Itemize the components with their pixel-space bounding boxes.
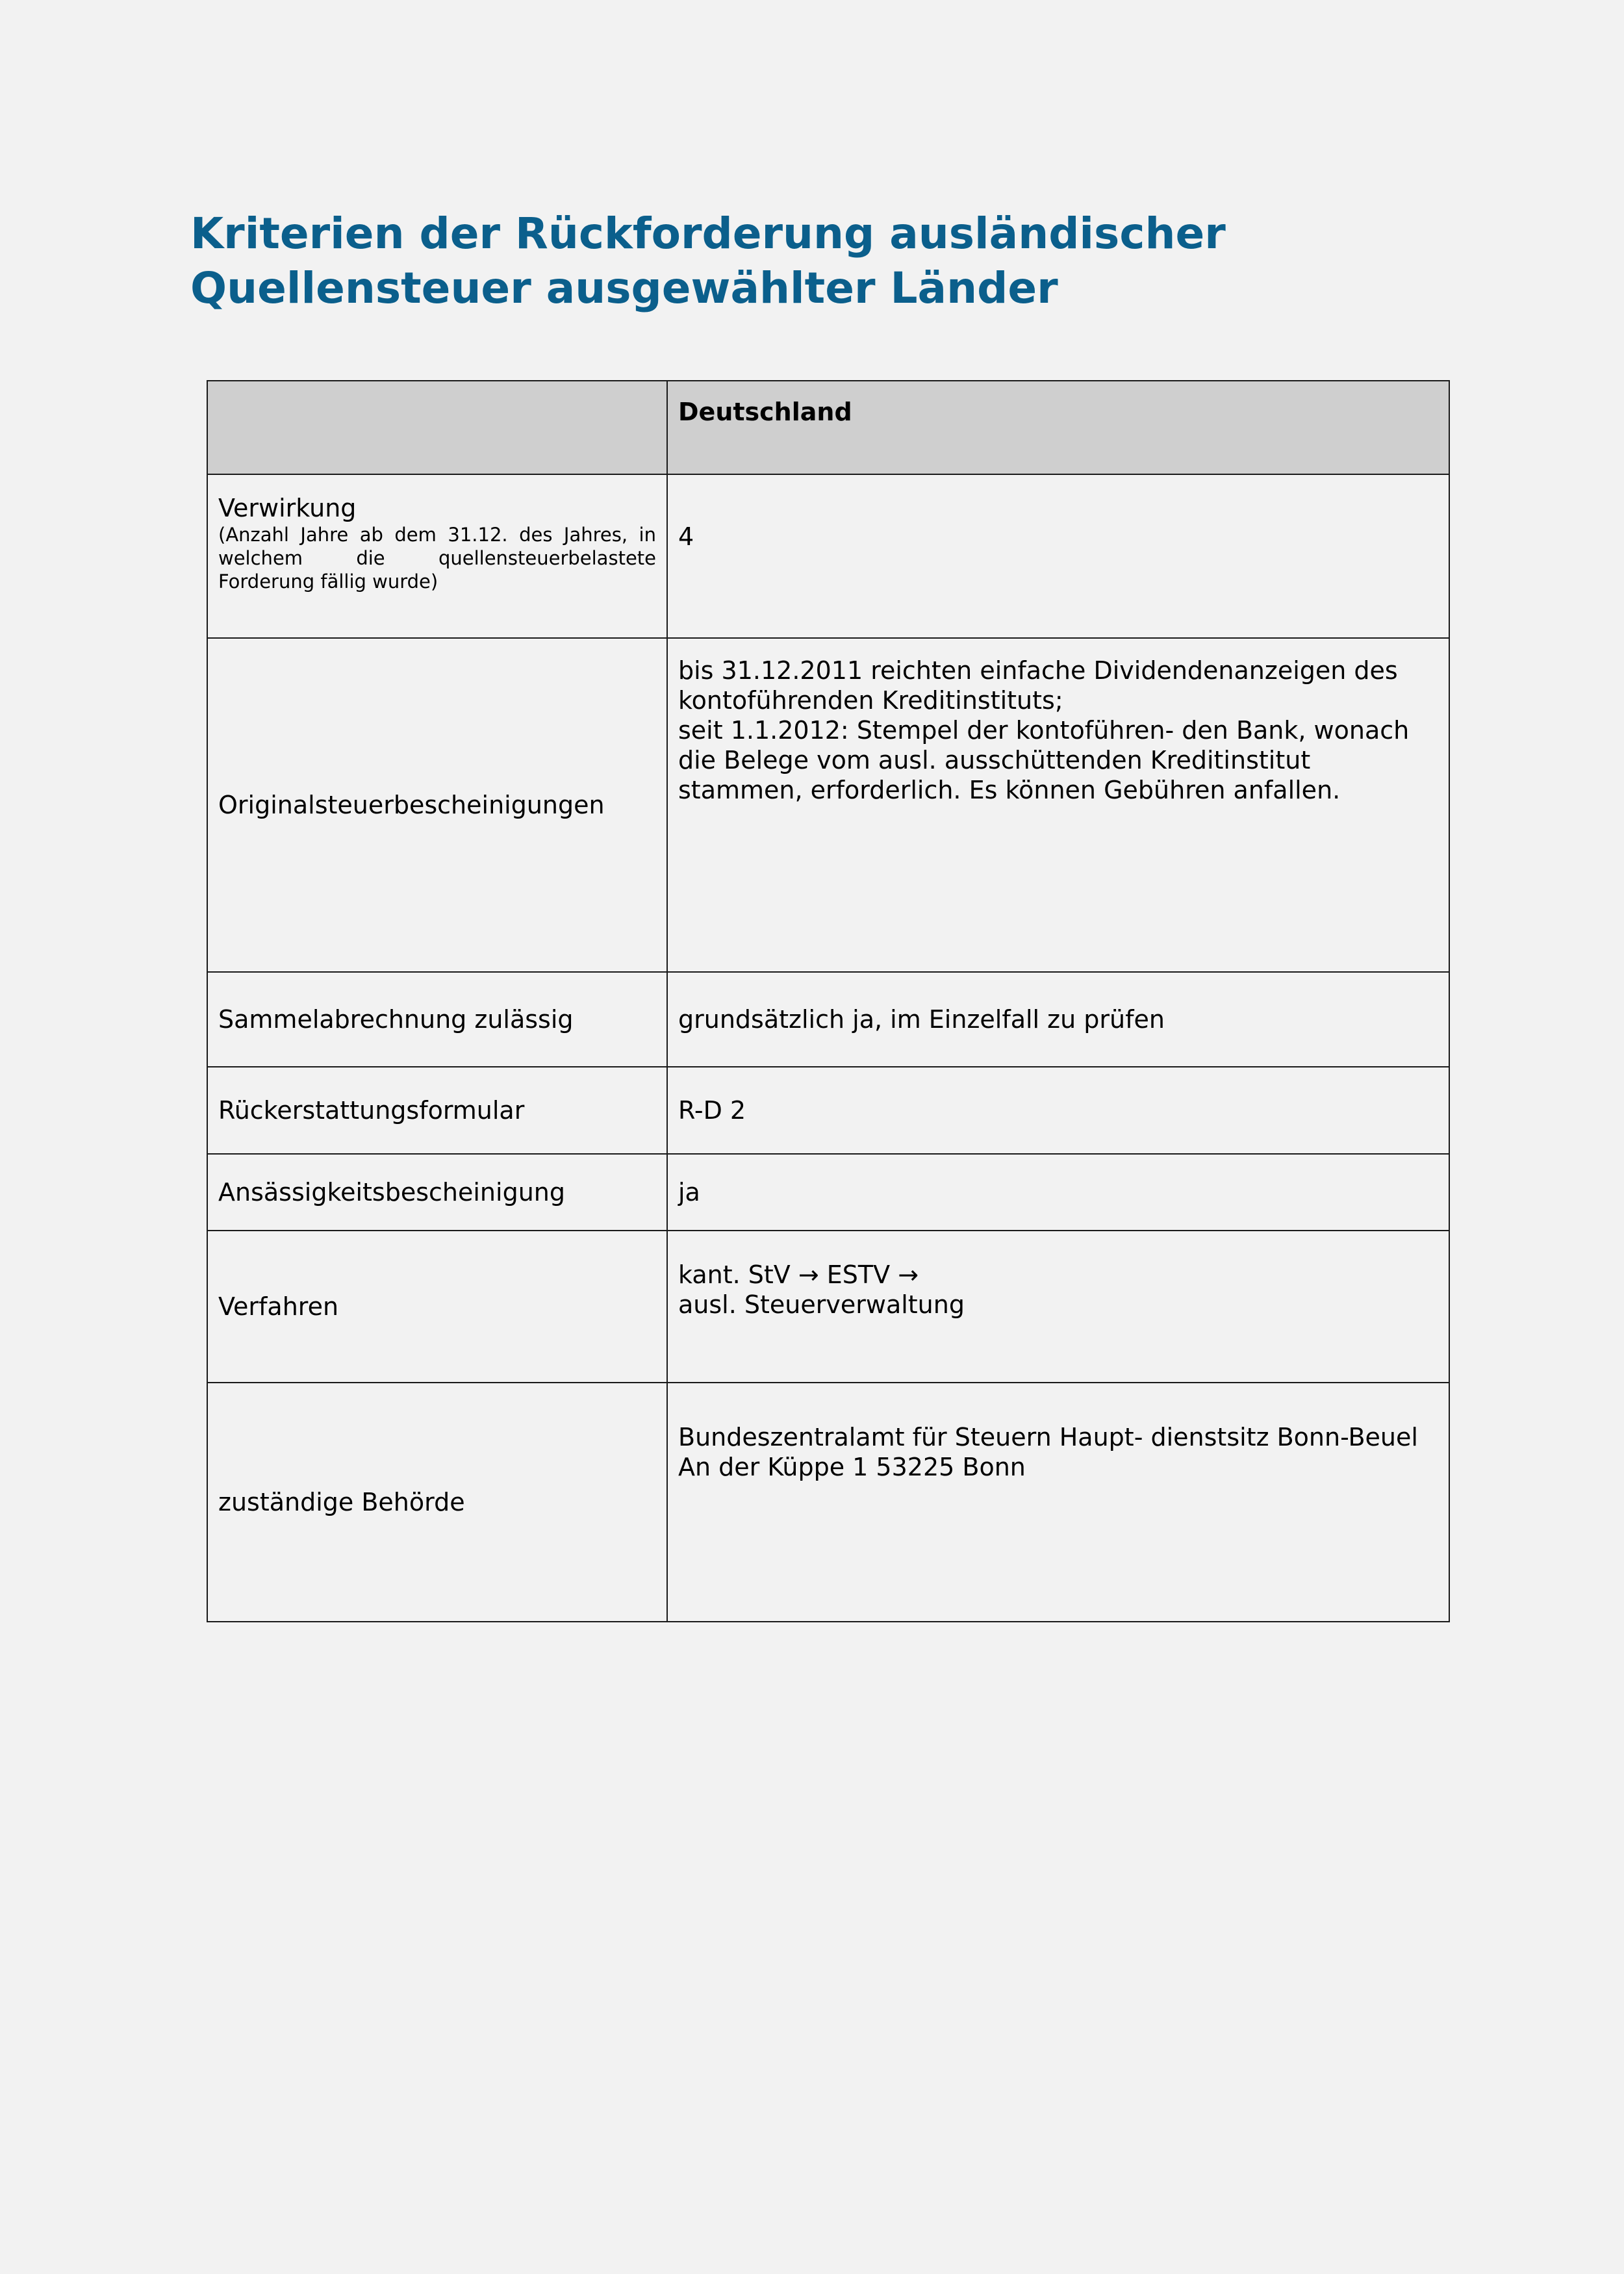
row-label-rueckerstattungsformular: Rückerstattungsformular — [207, 1067, 667, 1154]
row-label-originalsteuerbescheinigungen: Originalsteuerbescheinigungen — [207, 638, 667, 972]
behoerde-text-2: An der Küppe 1 53225 Bonn — [678, 1453, 1026, 1481]
row-value-verfahren — [667, 1231, 1449, 1383]
header-label-cell — [207, 381, 667, 474]
row-value-behoerde — [667, 1383, 1449, 1622]
page-title — [190, 207, 1425, 316]
criteria-table — [207, 380, 1450, 1622]
header-country-cell: Deutschland — [667, 381, 1449, 474]
row-label-sammelabrechnung: Sammelabrechnung zulässig — [207, 972, 667, 1067]
table-row-behoerde — [207, 1383, 1449, 1622]
table-row-verwirkung — [207, 474, 1449, 638]
table-row-verfahren — [207, 1231, 1449, 1383]
row-label-ansaessigkeitsbescheinigung: Ansässigkeitsbescheinigung — [207, 1154, 667, 1231]
row-label-behoerde: zuständige Behörde — [207, 1383, 667, 1622]
page-title-line-2: Quellensteuer ausgewählter Länder — [190, 263, 1058, 313]
row-value-rueckerstattungsformular: R-D 2 — [667, 1067, 1449, 1154]
row-value-sammelabrechnung: grundsätzlich ja, im Einzelfall zu prüfen — [667, 972, 1449, 1067]
verfahren-text-2: ausl. Steuerverwaltung — [678, 1290, 965, 1319]
row-value-ansaessigkeitsbescheinigung: ja — [667, 1154, 1449, 1231]
row-label-verwirkung — [207, 474, 667, 638]
table-row-sammelabrechnung — [207, 972, 1449, 1067]
behoerde-text-1: Bundeszentralamt für Steuern Haupt- dienstsitz Bonn-Beuel — [678, 1423, 1418, 1451]
verwirkung-label: Verwirkung — [218, 494, 357, 522]
table-row-originalsteuerbescheinigungen — [207, 638, 1449, 972]
originalsteuer-text-2: seit 1.1.2012: Stempel der kontoführen- den Bank, wonach die Belege vom ausl. ausschüttenden Kreditinstitut stammen, erforderlich. Es können Gebühren anfallen. — [678, 716, 1410, 804]
verfahren-text-1: kant. StV → ESTV → — [678, 1260, 919, 1289]
table-header-row — [207, 381, 1449, 474]
originalsteuer-text-1: bis 31.12.2011 reichten einfache Dividendenanzeigen des kontoführenden Kreditinstituts; — [678, 656, 1398, 715]
page-title-line-1: Kriterien der Rückforderung ausländischer — [190, 209, 1226, 259]
row-value-originalsteuerbescheinigungen — [667, 638, 1449, 972]
table-row-rueckerstattungsformular — [207, 1067, 1449, 1154]
verwirkung-note: (Anzahl Jahre ab dem 31.12. des Jahres, in welchem die quellensteuerbelastete Forderung fällig wurde) — [218, 524, 656, 593]
table-row-ansaessigkeitsbescheinigung — [207, 1154, 1449, 1231]
row-label-verfahren: Verfahren — [207, 1231, 667, 1383]
row-value-verwirkung: 4 — [667, 474, 1449, 638]
